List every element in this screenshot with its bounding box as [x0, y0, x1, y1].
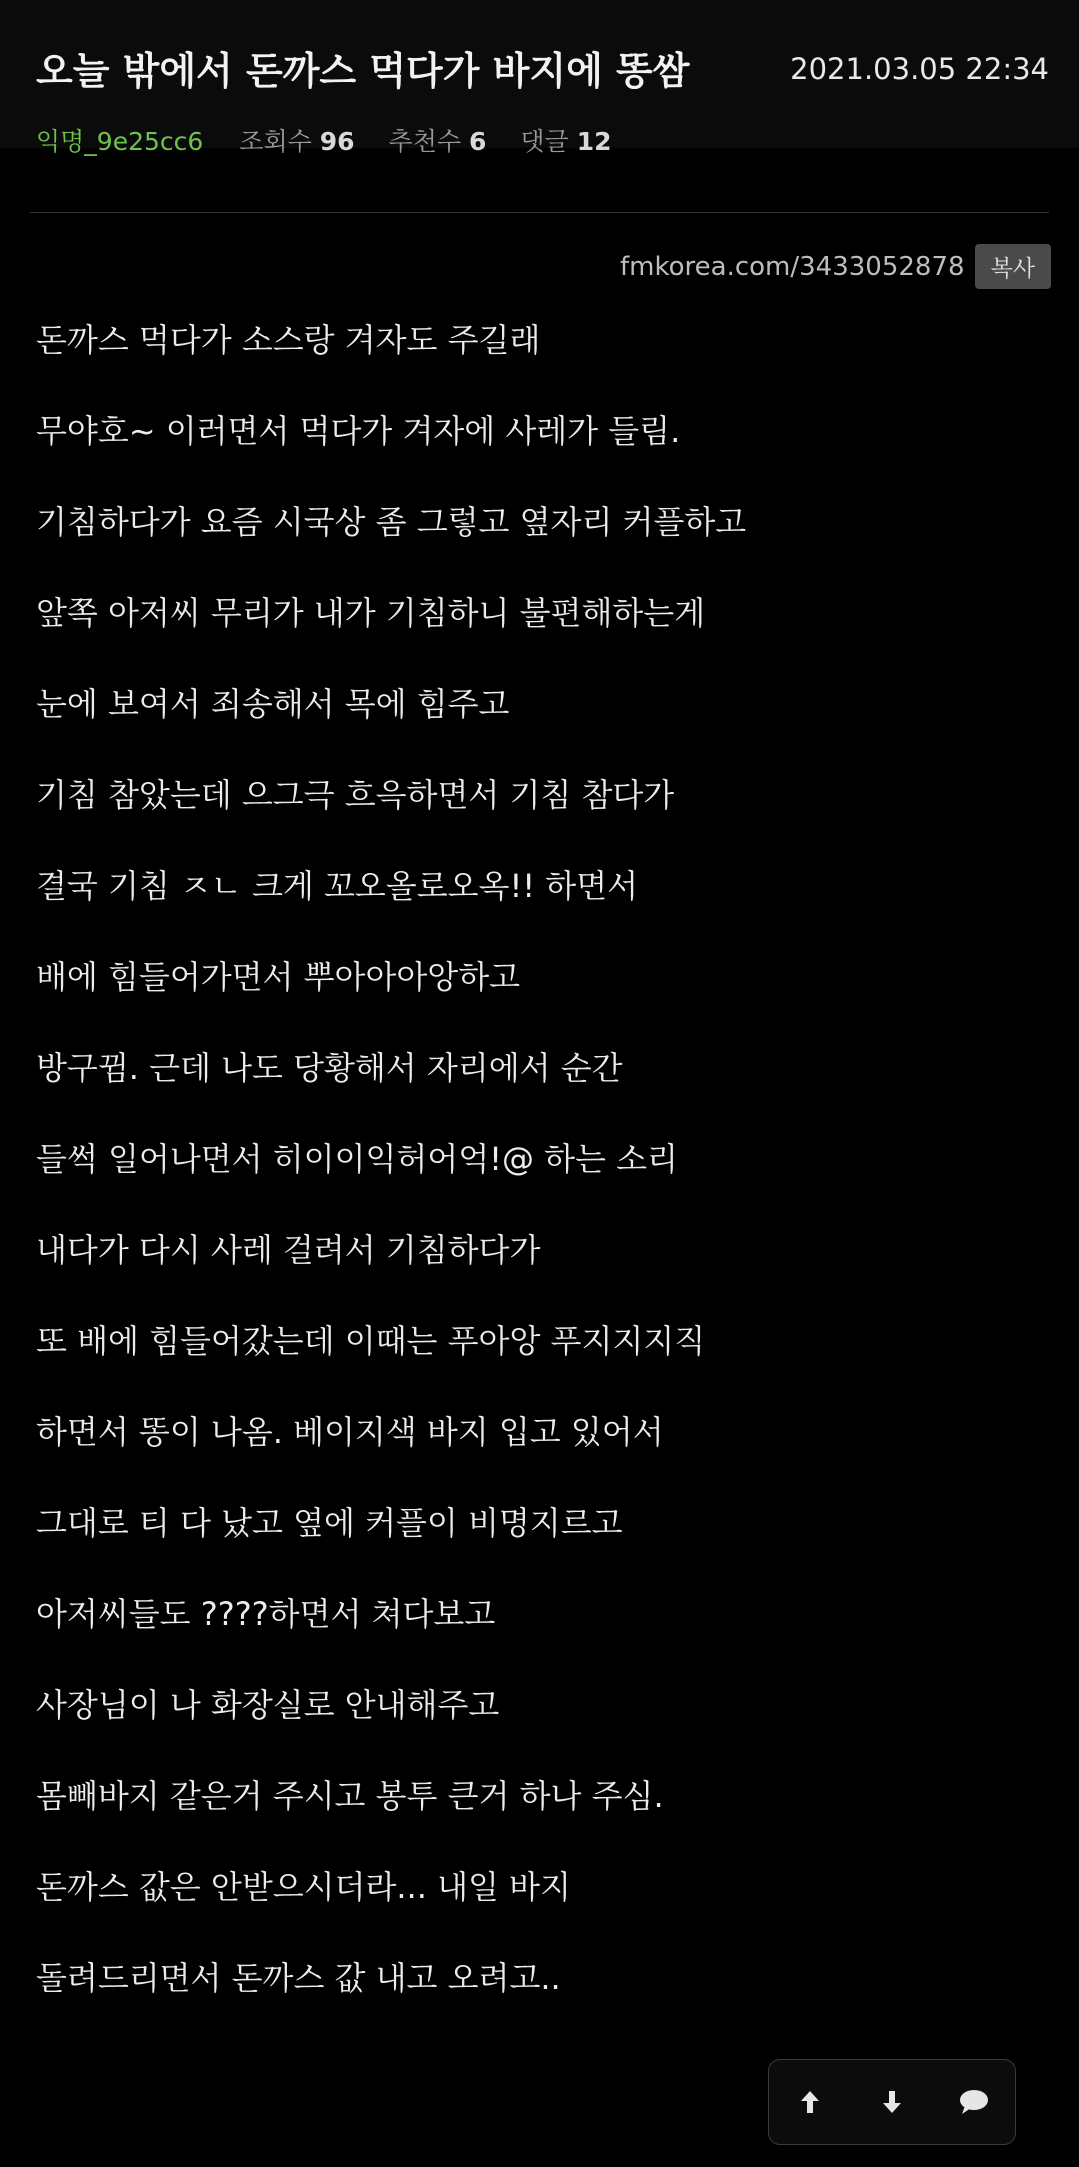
post-header — [0, 0, 1079, 156]
body-line: 방구뀜. 근데 나도 당황해서 자리에서 순간 — [36, 1049, 623, 1087]
post-meta — [36, 122, 646, 158]
arrow-up-icon[interactable] — [780, 2072, 840, 2132]
body-line: 결국 기침 ㅈㄴ 크게 꼬오올로오옥!! 하면서 — [36, 867, 639, 905]
body-line: 기침하다가 요즘 시국상 좀 그렇고 옆자리 커플하고 — [36, 503, 747, 541]
views-count: 96 — [319, 127, 355, 156]
comments-count[interactable]: 12 — [576, 127, 612, 156]
body-line: 하면서 똥이 나옴. 베이지색 바지 입고 있어서 — [36, 1413, 664, 1451]
body-line: 돌려드리면서 돈까스 값 내고 오려고.. — [36, 1959, 561, 1997]
copy-button[interactable]: 복사 — [975, 244, 1051, 289]
views-label: 조회수 — [239, 127, 312, 156]
body-line: 돈까스 먹다가 소스랑 겨자도 주길래 — [36, 321, 541, 359]
body-line: 그대로 티 다 났고 옆에 커플이 비명지르고 — [36, 1504, 623, 1542]
body-line: 앞쪽 아저씨 무리가 내가 기침하니 불편해하는게 — [36, 594, 706, 632]
recommend-label: 추천수 — [388, 127, 461, 156]
body-line: 들썩 일어나면서 히이이익허어억!@ 하는 소리 — [36, 1140, 678, 1178]
body-line: 눈에 보여서 죄송해서 목에 힘주고 — [36, 685, 510, 723]
recommend-count: 6 — [469, 127, 487, 156]
comment-icon[interactable] — [944, 2072, 1004, 2132]
header-divider — [30, 212, 1049, 213]
body-line: 배에 힘들어가면서 뿌아아아앙하고 — [36, 958, 521, 996]
url-row — [620, 244, 1051, 289]
body-line: 무야호~ 이러면서 먹다가 겨자에 사레가 들림. — [36, 412, 681, 450]
post-title: 오늘 밖에서 돈까스 먹다가 바지에 똥쌈 — [36, 49, 690, 93]
body-line: 또 배에 힘들어갔는데 이때는 푸아앙 푸지지지직 — [36, 1322, 706, 1360]
body-line: 아저씨들도 ????하면서 쳐다보고 — [36, 1595, 496, 1633]
body-line: 돈까스 값은 안받으시더라... 내일 바지 — [36, 1868, 571, 1906]
comments-label: 댓글 — [520, 127, 569, 156]
body-line: 몸빼바지 같은거 주시고 봉투 큰거 하나 주심. — [36, 1777, 664, 1815]
arrow-down-icon[interactable] — [862, 2072, 922, 2132]
body-line: 사장님이 나 화장실로 안내해주고 — [36, 1686, 500, 1724]
body-line: 내다가 다시 사레 걸려서 기침하다가 — [36, 1231, 541, 1269]
author-name[interactable]: 익명_9e25cc6 — [36, 127, 204, 156]
body-line: 기침 참았는데 으그극 흐윽하면서 기침 참다가 — [36, 776, 675, 814]
post-body — [36, 308, 1036, 2037]
post-date: 2021.03.05 22:34 — [790, 52, 1049, 86]
floating-action-bar — [768, 2059, 1016, 2145]
post-url[interactable]: fmkorea.com/3433052878 — [620, 251, 965, 282]
